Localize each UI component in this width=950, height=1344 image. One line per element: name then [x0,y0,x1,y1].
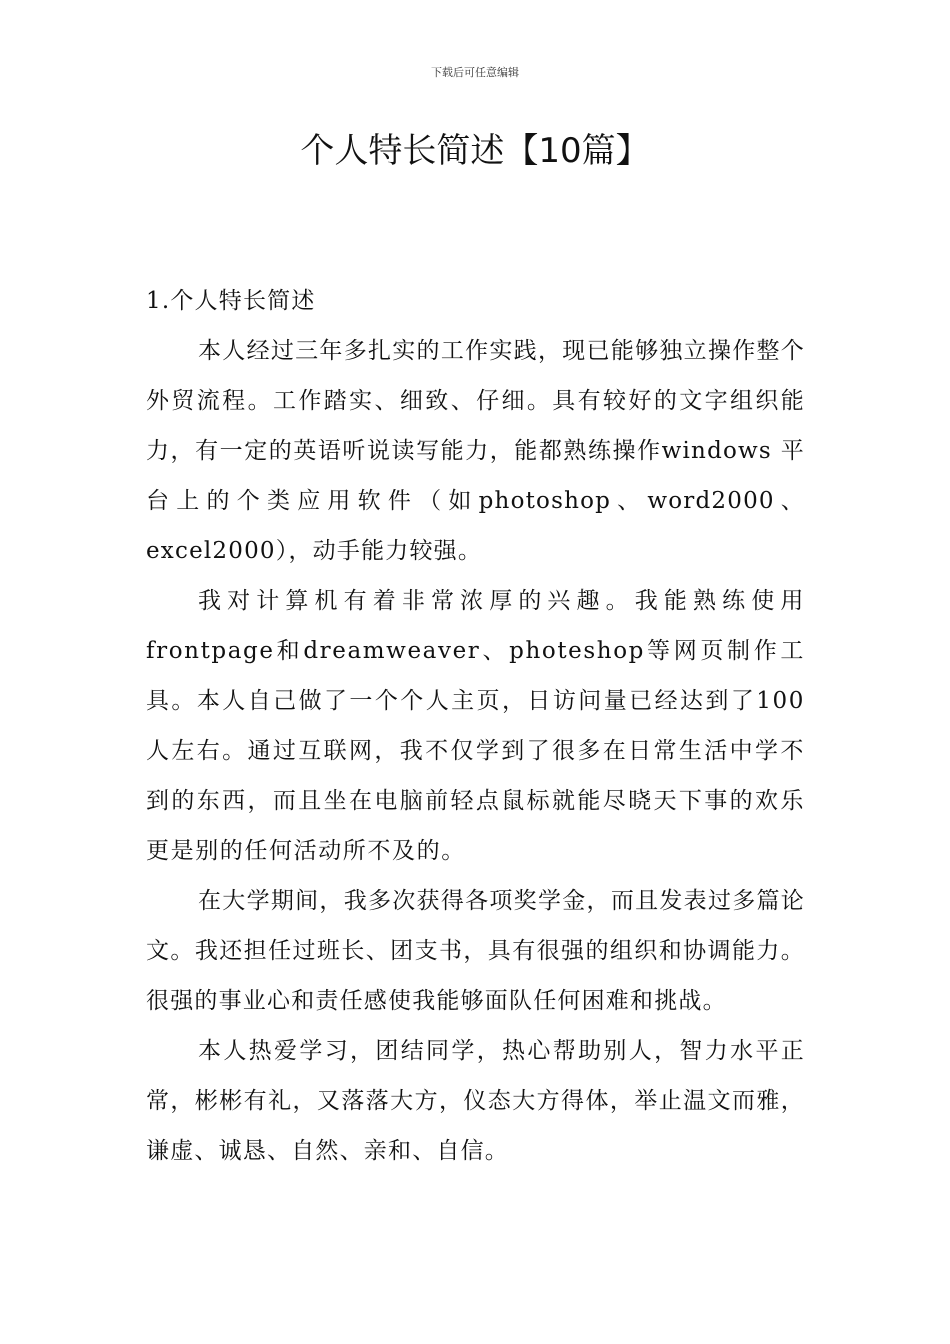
document-title: 个人特长简述【10篇】 [300,131,650,171]
paragraph: 本人经过三年多扎实的工作实践，现已能够独立操作整个外贸流程。工作踏实、细致、仔细。具有较好的文字组织能力，有一定的英语听说读写能力，能都熟练操作windows 平台上的个类应用软件（如photoshop、word2000、excel2000），动手能力较强。 [146,338,805,564]
document-body [146,276,805,1176]
section-heading: 1.个人特长简述 [146,288,316,314]
paragraph: 本人热爱学习，团结同学，热心帮助别人，智力水平正常，彬彬有礼，又落落大方，仪态大方得体，举止温文而雅，谦虚、诚恳、自然、亲和、自信。 [146,1038,805,1164]
header-note: 下载后可任意编辑 [431,66,519,79]
paragraph: 我对计算机有着非常浓厚的兴趣。我能熟练使用frontpage和dreamweaver、photeshop等网页制作工具。本人自己做了一个个人主页，日访问量已经达到了100人左右。通过互联网，我不仅学到了很多在日常生活中学不到的东西，而且坐在电脑前轻点鼠标就能尽晓天下事的欢乐更是别的任何活动所不及的。 [146,588,805,864]
paragraph: 在大学期间，我多次获得各项奖学金，而且发表过多篇论文。我还担任过班长、团支书，具有很强的组织和协调能力。很强的事业心和责任感使我能够面队任何困难和挑战。 [146,888,805,1014]
